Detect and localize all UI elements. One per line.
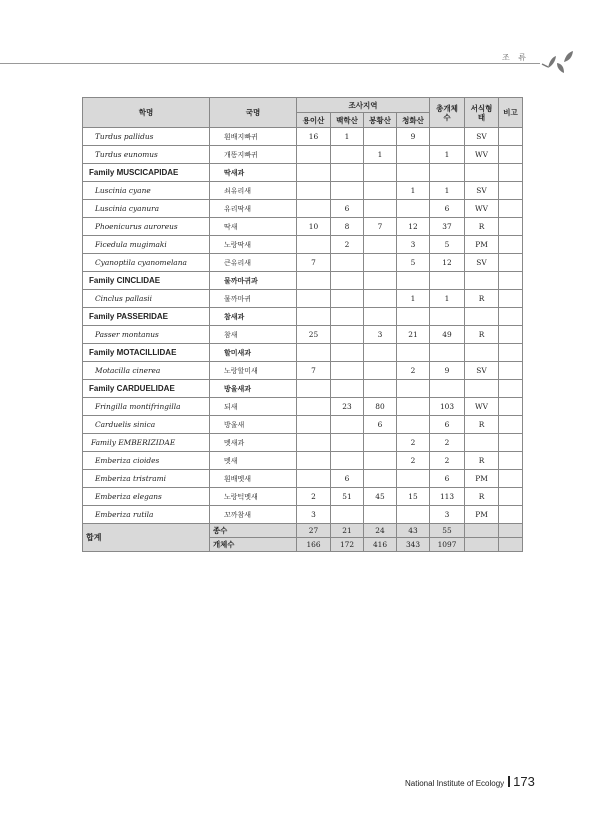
habitat-type: PM <box>465 236 499 254</box>
total-count: 2 <box>430 452 465 470</box>
region-count: 6 <box>364 416 397 434</box>
grand-total: 1097 <box>430 538 465 552</box>
header-rule <box>0 63 540 64</box>
region-count <box>364 182 397 200</box>
scientific-name: Turdus eunomus <box>83 146 210 164</box>
note <box>499 308 523 326</box>
habitat-type: PM <box>465 506 499 524</box>
total-count: 103 <box>430 398 465 416</box>
korean-name: 참새과 <box>210 308 297 326</box>
habitat-type <box>465 308 499 326</box>
scientific-name: Luscinia cyane <box>83 182 210 200</box>
leaf-decoration-icon <box>540 50 580 76</box>
region-total: 416 <box>364 538 397 552</box>
region-count: 80 <box>364 398 397 416</box>
table-row <box>83 200 523 218</box>
total-count <box>430 380 465 398</box>
page-number: 173 <box>513 774 535 789</box>
total-sub-label: 개체수 <box>210 538 297 552</box>
region-count: 8 <box>331 218 364 236</box>
scientific-name: Family EMBERIZIDAE <box>83 434 210 452</box>
korean-name: 멧새 <box>210 452 297 470</box>
header-scientific-name: 학명 <box>83 98 210 128</box>
note <box>499 380 523 398</box>
scientific-name: Emberiza elegans <box>83 488 210 506</box>
note <box>499 398 523 416</box>
note <box>499 272 523 290</box>
korean-name: 개똥지빠귀 <box>210 146 297 164</box>
habitat-type <box>465 344 499 362</box>
habitat-type: WV <box>465 398 499 416</box>
note <box>499 506 523 524</box>
region-count <box>364 128 397 146</box>
table-row <box>83 344 523 362</box>
total-count <box>430 128 465 146</box>
korean-name: 큰유리새 <box>210 254 297 272</box>
region-count <box>297 434 331 452</box>
region-count <box>397 146 430 164</box>
region-count: 9 <box>397 128 430 146</box>
habitat-type: R <box>465 218 499 236</box>
region-count <box>397 398 430 416</box>
region-count <box>364 254 397 272</box>
region-count: 2 <box>397 452 430 470</box>
region-count <box>364 434 397 452</box>
region-count: 10 <box>297 218 331 236</box>
total-row <box>83 524 523 538</box>
region-count: 3 <box>397 236 430 254</box>
habitat-type: WV <box>465 200 499 218</box>
table-row <box>83 182 523 200</box>
region-count <box>297 308 331 326</box>
total-count: 1 <box>430 146 465 164</box>
region-total: 24 <box>364 524 397 538</box>
region-count <box>331 380 364 398</box>
total-count <box>430 308 465 326</box>
note <box>499 362 523 380</box>
table-row <box>83 362 523 380</box>
grand-total: 55 <box>430 524 465 538</box>
note <box>499 326 523 344</box>
note <box>499 290 523 308</box>
table-row <box>83 326 523 344</box>
total-count: 5 <box>430 236 465 254</box>
total-count: 113 <box>430 488 465 506</box>
region-count <box>331 506 364 524</box>
header-region-4: 청화산 <box>397 113 430 128</box>
table-row <box>83 380 523 398</box>
scientific-name: Motacilla cinerea <box>83 362 210 380</box>
note <box>499 236 523 254</box>
region-count: 1 <box>397 290 430 308</box>
header-korean-name: 국명 <box>210 98 297 128</box>
section-title: 조 류 <box>502 53 529 62</box>
table-row <box>83 488 523 506</box>
total-count: 9 <box>430 362 465 380</box>
note <box>499 470 523 488</box>
table-row <box>83 434 523 452</box>
region-count <box>331 164 364 182</box>
scientific-name: Emberiza tristrami <box>83 470 210 488</box>
region-count <box>297 146 331 164</box>
total-count <box>430 164 465 182</box>
region-count: 25 <box>297 326 331 344</box>
region-count <box>397 416 430 434</box>
region-count <box>364 164 397 182</box>
scientific-name: Emberiza cioides <box>83 452 210 470</box>
region-count: 2 <box>297 488 331 506</box>
total-count: 6 <box>430 416 465 434</box>
region-count <box>331 344 364 362</box>
habitat-type: R <box>465 488 499 506</box>
habitat-type <box>465 434 499 452</box>
habitat-type: PM <box>465 470 499 488</box>
scientific-name: Cyanoptila cyanomelana <box>83 254 210 272</box>
region-count: 1 <box>331 128 364 146</box>
header-total: 총개체수 <box>430 98 465 128</box>
habitat-type: R <box>465 326 499 344</box>
header-region-3: 봉황산 <box>364 113 397 128</box>
korean-name: 방울새 <box>210 416 297 434</box>
habitat-type: SV <box>465 362 499 380</box>
total-count: 12 <box>430 254 465 272</box>
total-count: 37 <box>430 218 465 236</box>
table-row <box>83 308 523 326</box>
habitat-type: SV <box>465 182 499 200</box>
korean-name: 참새 <box>210 326 297 344</box>
note <box>499 182 523 200</box>
scientific-name: Passer montanus <box>83 326 210 344</box>
table-row <box>83 470 523 488</box>
region-count: 7 <box>297 362 331 380</box>
region-count <box>297 182 331 200</box>
note <box>499 344 523 362</box>
table-row <box>83 218 523 236</box>
habitat-type: SV <box>465 254 499 272</box>
region-count: 23 <box>331 398 364 416</box>
header-region-2: 백학산 <box>331 113 364 128</box>
scientific-name: Turdus pallidus <box>83 128 210 146</box>
region-count <box>331 416 364 434</box>
region-count <box>364 470 397 488</box>
region-count <box>331 182 364 200</box>
scientific-name: Family CINCLIDAE <box>83 272 210 290</box>
habitat-type: WV <box>465 146 499 164</box>
korean-name: 딱새과 <box>210 164 297 182</box>
note <box>499 200 523 218</box>
empty-cell <box>499 524 523 538</box>
scientific-name: Ficedula mugimaki <box>83 236 210 254</box>
header-habitat: 서식형태 <box>465 98 499 128</box>
region-count: 3 <box>364 326 397 344</box>
scientific-name: Phoenicurus auroreus <box>83 218 210 236</box>
region-count <box>364 272 397 290</box>
region-count: 2 <box>397 362 430 380</box>
region-count <box>297 290 331 308</box>
region-total: 172 <box>331 538 364 552</box>
table-row <box>83 398 523 416</box>
korean-name: 노랑딱새 <box>210 236 297 254</box>
region-count <box>331 146 364 164</box>
region-count <box>397 344 430 362</box>
footer-divider <box>508 776 510 787</box>
scientific-name: Family PASSERIDAE <box>83 308 210 326</box>
region-count <box>331 362 364 380</box>
region-count <box>297 164 331 182</box>
note <box>499 434 523 452</box>
region-count: 21 <box>397 326 430 344</box>
scientific-name: Cinclus pallasii <box>83 290 210 308</box>
total-count: 1 <box>430 290 465 308</box>
header-note: 비고 <box>499 98 523 128</box>
total-label: 합계 <box>83 524 210 552</box>
note <box>499 254 523 272</box>
total-count: 2 <box>430 434 465 452</box>
scientific-name: Luscinia cyanura <box>83 200 210 218</box>
korean-name: 물까마귀 <box>210 290 297 308</box>
korean-name: 방울새과 <box>210 380 297 398</box>
region-count <box>364 236 397 254</box>
korean-name: 쇠유리새 <box>210 182 297 200</box>
scientific-name: Family MOTACILLIDAE <box>83 344 210 362</box>
note <box>499 452 523 470</box>
region-total: 43 <box>397 524 430 538</box>
region-total: 343 <box>397 538 430 552</box>
region-count <box>397 272 430 290</box>
table-row <box>83 416 523 434</box>
table-row <box>83 146 523 164</box>
footer-institution: National Institute of Ecology <box>405 779 505 788</box>
region-count <box>397 308 430 326</box>
region-count: 1 <box>397 182 430 200</box>
total-count: 49 <box>430 326 465 344</box>
header-region-1: 용이산 <box>297 113 331 128</box>
korean-name: 노랑턱멧새 <box>210 488 297 506</box>
region-count <box>397 200 430 218</box>
region-count: 15 <box>397 488 430 506</box>
habitat-type: SV <box>465 128 499 146</box>
korean-name: 딱새 <box>210 218 297 236</box>
korean-name: 물까마귀과 <box>210 272 297 290</box>
region-count <box>397 164 430 182</box>
korean-name: 되새 <box>210 398 297 416</box>
korean-name: 흰배멧새 <box>210 470 297 488</box>
region-count <box>397 380 430 398</box>
region-count: 2 <box>397 434 430 452</box>
region-count <box>297 236 331 254</box>
page-footer <box>405 774 535 789</box>
region-count <box>364 200 397 218</box>
region-count: 7 <box>364 218 397 236</box>
region-count: 51 <box>331 488 364 506</box>
total-count <box>430 344 465 362</box>
region-count <box>297 380 331 398</box>
region-count <box>397 506 430 524</box>
note <box>499 416 523 434</box>
total-count: 6 <box>430 470 465 488</box>
region-count <box>364 380 397 398</box>
region-count <box>297 272 331 290</box>
scientific-name: Carduelis sinica <box>83 416 210 434</box>
korean-name: 흰배지빠귀 <box>210 128 297 146</box>
note <box>499 128 523 146</box>
table-row <box>83 236 523 254</box>
region-count <box>297 452 331 470</box>
empty-cell <box>465 524 499 538</box>
total-count: 3 <box>430 506 465 524</box>
region-count <box>297 416 331 434</box>
region-count <box>331 308 364 326</box>
region-total: 166 <box>297 538 331 552</box>
region-count: 2 <box>331 236 364 254</box>
region-count: 12 <box>397 218 430 236</box>
region-count <box>397 470 430 488</box>
region-total: 27 <box>297 524 331 538</box>
korean-name: 노랑할미새 <box>210 362 297 380</box>
region-count <box>331 452 364 470</box>
region-count <box>364 506 397 524</box>
total-count <box>430 272 465 290</box>
region-count <box>331 290 364 308</box>
region-count <box>331 272 364 290</box>
region-count <box>364 452 397 470</box>
note <box>499 218 523 236</box>
header-survey-region: 조사지역 <box>297 98 430 113</box>
habitat-type: R <box>465 452 499 470</box>
table-row <box>83 452 523 470</box>
region-count: 3 <box>297 506 331 524</box>
region-count: 5 <box>397 254 430 272</box>
table-row <box>83 506 523 524</box>
region-count <box>331 326 364 344</box>
scientific-name: Family MUSCICAPIDAE <box>83 164 210 182</box>
region-count: 6 <box>331 470 364 488</box>
region-count: 6 <box>331 200 364 218</box>
korean-name: 할미새과 <box>210 344 297 362</box>
region-count <box>297 344 331 362</box>
table-row <box>83 272 523 290</box>
table-row <box>83 254 523 272</box>
region-count <box>331 434 364 452</box>
region-count: 1 <box>364 146 397 164</box>
region-count: 7 <box>297 254 331 272</box>
empty-cell <box>465 538 499 552</box>
region-count <box>364 290 397 308</box>
region-count <box>297 398 331 416</box>
scientific-name: Family CARDUELIDAE <box>83 380 210 398</box>
note <box>499 488 523 506</box>
region-count: 16 <box>297 128 331 146</box>
korean-name: 유리딱새 <box>210 200 297 218</box>
region-count <box>331 254 364 272</box>
region-count <box>364 308 397 326</box>
total-count: 6 <box>430 200 465 218</box>
region-count <box>364 344 397 362</box>
empty-cell <box>499 538 523 552</box>
bird-survey-table <box>82 97 523 552</box>
scientific-name: Emberiza rutila <box>83 506 210 524</box>
region-count <box>297 200 331 218</box>
habitat-type: R <box>465 290 499 308</box>
habitat-type <box>465 272 499 290</box>
habitat-type <box>465 164 499 182</box>
note <box>499 164 523 182</box>
scientific-name: Fringilla montifringilla <box>83 398 210 416</box>
korean-name: 꼬까참새 <box>210 506 297 524</box>
region-total: 21 <box>331 524 364 538</box>
korean-name: 멧새과 <box>210 434 297 452</box>
total-count: 1 <box>430 182 465 200</box>
table-row <box>83 128 523 146</box>
table-row <box>83 164 523 182</box>
region-count <box>297 470 331 488</box>
region-count <box>364 362 397 380</box>
table-row <box>83 290 523 308</box>
total-sub-label: 종수 <box>210 524 297 538</box>
note <box>499 146 523 164</box>
habitat-type <box>465 380 499 398</box>
region-count: 45 <box>364 488 397 506</box>
habitat-type: R <box>465 416 499 434</box>
